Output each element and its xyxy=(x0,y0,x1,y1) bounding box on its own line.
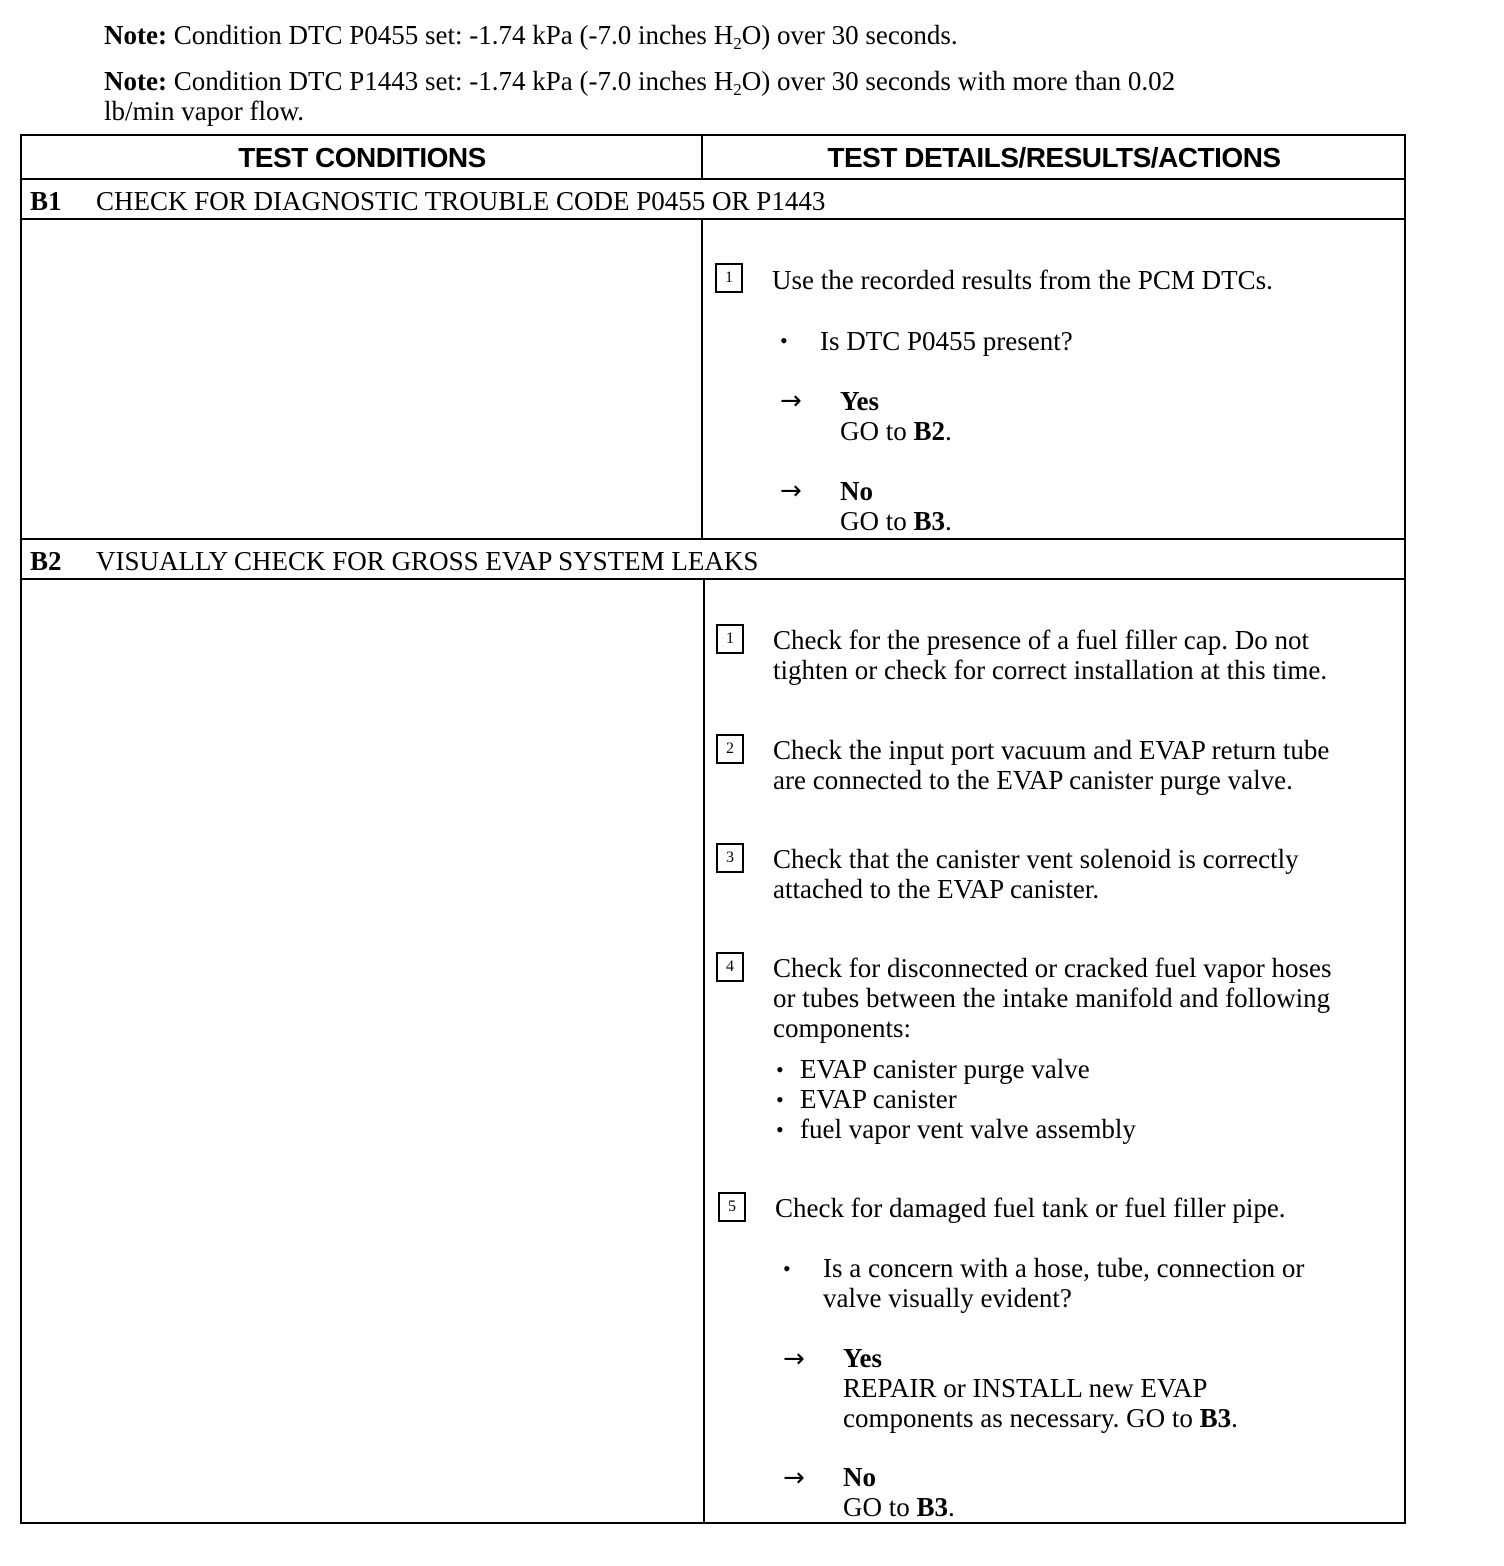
note-p0455 xyxy=(104,20,1354,53)
step-line: are connected to the EVAP canister purge valve. xyxy=(773,765,1293,795)
action-line: components as necessary. GO to xyxy=(843,1403,1200,1433)
bullet: • xyxy=(780,328,788,353)
note-text: Condition DTC P0455 set: -1.74 kPa (-7.0 inches H xyxy=(173,20,734,50)
bullet: • xyxy=(776,1087,784,1112)
note-text: lb/min vapor flow. xyxy=(104,96,304,126)
step-text xyxy=(773,953,1332,1043)
no-label: No xyxy=(843,1462,876,1492)
yes-label: Yes xyxy=(840,386,879,416)
action-line: REPAIR or INSTALL new EVAP xyxy=(843,1373,1208,1403)
step-number-box: 5 xyxy=(718,1192,746,1222)
go-target: B3 xyxy=(916,1492,949,1522)
col-header-test-conditions: TEST CONDITIONS xyxy=(238,142,486,173)
period: . xyxy=(1231,1403,1238,1433)
yes-branch xyxy=(843,1343,1238,1433)
step-line: Check for disconnected or cracked fuel vapor hoses xyxy=(773,953,1332,983)
arrow-icon: → xyxy=(780,386,802,416)
section-id-b2: B2 xyxy=(30,546,62,576)
col-header-test-details: TEST DETAILS/RESULTS/ACTIONS xyxy=(827,142,1281,173)
section-id-b1: B1 xyxy=(30,186,62,216)
period: . xyxy=(945,416,952,446)
go-target: B3 xyxy=(1199,1403,1232,1433)
b1-title-rule xyxy=(20,218,1406,220)
note-label: Note: xyxy=(104,20,167,50)
step-line: Check for the presence of a fuel filler cap. Do not xyxy=(773,625,1310,655)
question-line: Is a concern with a hose, tube, connection or xyxy=(823,1253,1305,1283)
note-text: O) over 30 seconds. xyxy=(741,20,958,50)
yes-label: Yes xyxy=(843,1343,882,1373)
b1-bottom-rule xyxy=(20,538,1406,540)
arrow-icon: → xyxy=(783,1463,805,1493)
b2-title-rule xyxy=(20,578,1406,580)
go-target: B2 xyxy=(913,416,946,446)
go-target: B3 xyxy=(913,506,946,536)
go-text: GO to xyxy=(840,416,914,446)
component-item: EVAP canister xyxy=(800,1084,957,1114)
note-label: Note: xyxy=(104,66,167,96)
step-text: Check for damaged fuel tank or fuel filler pipe. xyxy=(775,1193,1286,1223)
step-text xyxy=(773,735,1329,795)
yes-branch xyxy=(840,386,952,446)
step-line: components: xyxy=(773,1013,911,1043)
subscript: 2 xyxy=(733,34,742,53)
step-number-box: 2 xyxy=(716,734,744,764)
step-line: attached to the EVAP canister. xyxy=(773,874,1100,904)
diagnostic-table xyxy=(20,134,1406,1524)
step-text: Use the recorded results from the PCM DTCs. xyxy=(772,265,1273,295)
note-text: O) over 30 seconds with more than 0.02 xyxy=(741,66,1176,96)
step-line: tighten or check for correct installation at this time. xyxy=(773,655,1328,685)
b1-divider xyxy=(701,218,703,540)
step-line: Check that the canister vent solenoid is correctly xyxy=(773,844,1299,874)
note-text: Condition DTC P1443 set: -1.74 kPa (-7.0 inches H xyxy=(173,66,734,96)
step-text xyxy=(773,844,1299,904)
step-number-box: 1 xyxy=(715,263,743,293)
no-label: No xyxy=(840,476,873,506)
go-text: GO to xyxy=(840,506,914,536)
section-title-b1: CHECK FOR DIAGNOSTIC TROUBLE CODE P0455 OR P1443 xyxy=(96,186,826,216)
question-line: valve visually evident? xyxy=(823,1283,1072,1313)
note-p1443 xyxy=(104,66,1354,126)
period: . xyxy=(948,1492,955,1522)
no-branch xyxy=(840,476,952,536)
step-line: Check the input port vacuum and EVAP return tube xyxy=(773,735,1330,765)
component-item: EVAP canister purge valve xyxy=(800,1054,1090,1084)
step-number-box: 3 xyxy=(716,843,744,873)
section-title-b2: VISUALLY CHECK FOR GROSS EVAP SYSTEM LEAKS xyxy=(96,546,759,576)
step-number-box: 1 xyxy=(716,624,744,654)
arrow-icon: → xyxy=(780,476,802,506)
step-text xyxy=(773,625,1327,685)
step-number-box: 4 xyxy=(716,952,744,982)
bullet: • xyxy=(776,1117,784,1142)
subscript: 2 xyxy=(733,80,742,99)
step-line: or tubes between the intake manifold and following xyxy=(773,983,1331,1013)
b2-divider xyxy=(703,578,705,1524)
question-text xyxy=(823,1253,1304,1313)
header-rule xyxy=(20,178,1406,180)
bullet: • xyxy=(783,1256,791,1281)
bullet: • xyxy=(776,1057,784,1082)
no-branch xyxy=(843,1462,955,1522)
arrow-icon: → xyxy=(783,1344,805,1374)
component-item: fuel vapor vent valve assembly xyxy=(800,1114,1136,1144)
question-text: Is DTC P0455 present? xyxy=(820,326,1073,356)
period: . xyxy=(945,506,952,536)
go-text: GO to xyxy=(843,1492,917,1522)
